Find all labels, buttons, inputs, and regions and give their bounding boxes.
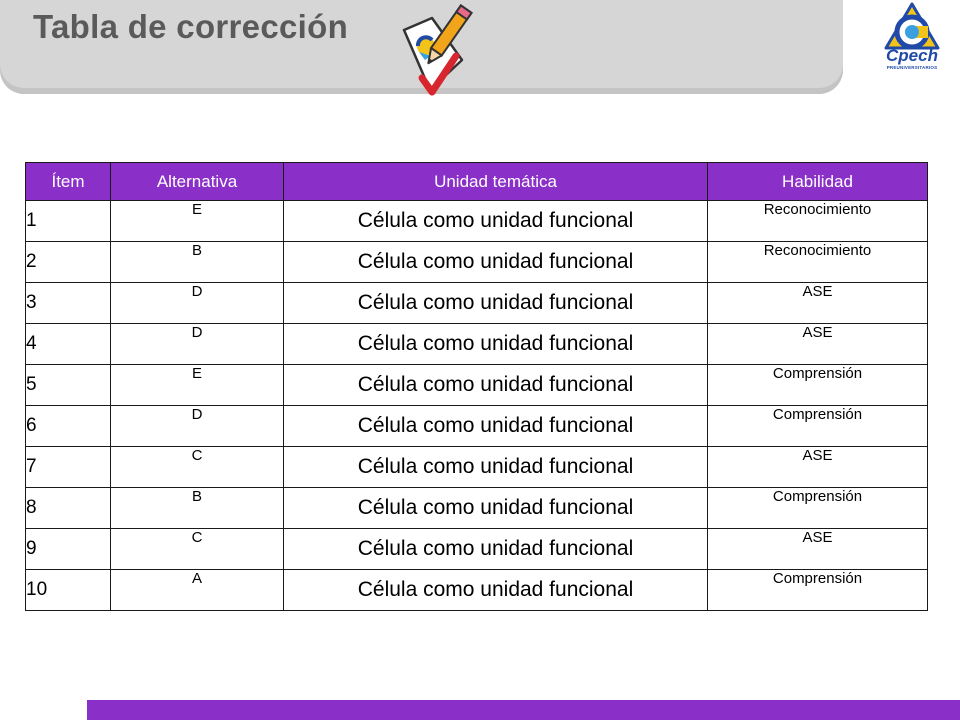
skill-cell: Comprensión [708, 570, 928, 611]
skill-cell: Reconocimiento [708, 242, 928, 283]
skill-cell: Comprensión [708, 488, 928, 529]
column-header-item: Ítem [26, 163, 111, 201]
item-cell: 4 [26, 324, 111, 365]
item-cell: 9 [26, 529, 111, 570]
item-cell: 1 [26, 201, 111, 242]
column-header-alternative: Alternativa [111, 163, 284, 201]
alternative-cell: E [111, 201, 284, 242]
item-cell: 7 [26, 447, 111, 488]
item-cell: 6 [26, 406, 111, 447]
unit-cell: Célula como unidad funcional [284, 406, 708, 447]
alternative-cell: C [111, 529, 284, 570]
unit-cell: Célula como unidad funcional [284, 283, 708, 324]
table-header-row [26, 163, 928, 201]
table-row [26, 201, 928, 242]
table-row [26, 488, 928, 529]
page-title: Tabla de corrección [33, 8, 349, 45]
item-cell: 8 [26, 488, 111, 529]
unit-cell: Célula como unidad funcional [284, 242, 708, 283]
correction-table [25, 162, 928, 611]
skill-cell: ASE [708, 283, 928, 324]
table-row [26, 283, 928, 324]
column-header-unit: Unidad temática [284, 163, 708, 201]
alternative-cell: B [111, 488, 284, 529]
unit-cell: Célula como unidad funcional [284, 447, 708, 488]
alternative-cell: D [111, 406, 284, 447]
unit-cell: Célula como unidad funcional [284, 324, 708, 365]
unit-cell: Célula como unidad funcional [284, 570, 708, 611]
table-row [26, 570, 928, 611]
item-cell: 2 [26, 242, 111, 283]
unit-cell: Célula como unidad funcional [284, 529, 708, 570]
unit-cell: Célula como unidad funcional [284, 488, 708, 529]
skill-cell: ASE [708, 324, 928, 365]
skill-cell: Comprensión [708, 406, 928, 447]
alternative-cell: D [111, 324, 284, 365]
table-row [26, 324, 928, 365]
alternative-cell: D [111, 283, 284, 324]
unit-cell: Célula como unidad funcional [284, 201, 708, 242]
item-cell: 5 [26, 365, 111, 406]
table-row [26, 406, 928, 447]
skill-cell: Reconocimiento [708, 201, 928, 242]
unit-cell: Célula como unidad funcional [284, 365, 708, 406]
logo-subtext: PREUNIVERSITARIOS [886, 65, 938, 70]
table-row [26, 447, 928, 488]
cpech-logo-icon [872, 2, 952, 50]
alternative-cell: C [111, 447, 284, 488]
item-cell: 10 [26, 570, 111, 611]
skill-cell: ASE [708, 447, 928, 488]
pencil-checkmark-icon [392, 0, 480, 102]
table-body [26, 201, 928, 611]
footer-bar [87, 700, 960, 720]
logo-wordmark: Cpech [886, 46, 938, 65]
item-cell: 3 [26, 283, 111, 324]
skill-cell: Comprensión [708, 365, 928, 406]
alternative-cell: A [111, 570, 284, 611]
table-row [26, 242, 928, 283]
cpech-logo [872, 2, 952, 80]
table-row [26, 529, 928, 570]
table-row [26, 365, 928, 406]
column-header-skill: Habilidad [708, 163, 928, 201]
skill-cell: ASE [708, 529, 928, 570]
alternative-cell: B [111, 242, 284, 283]
alternative-cell: E [111, 365, 284, 406]
